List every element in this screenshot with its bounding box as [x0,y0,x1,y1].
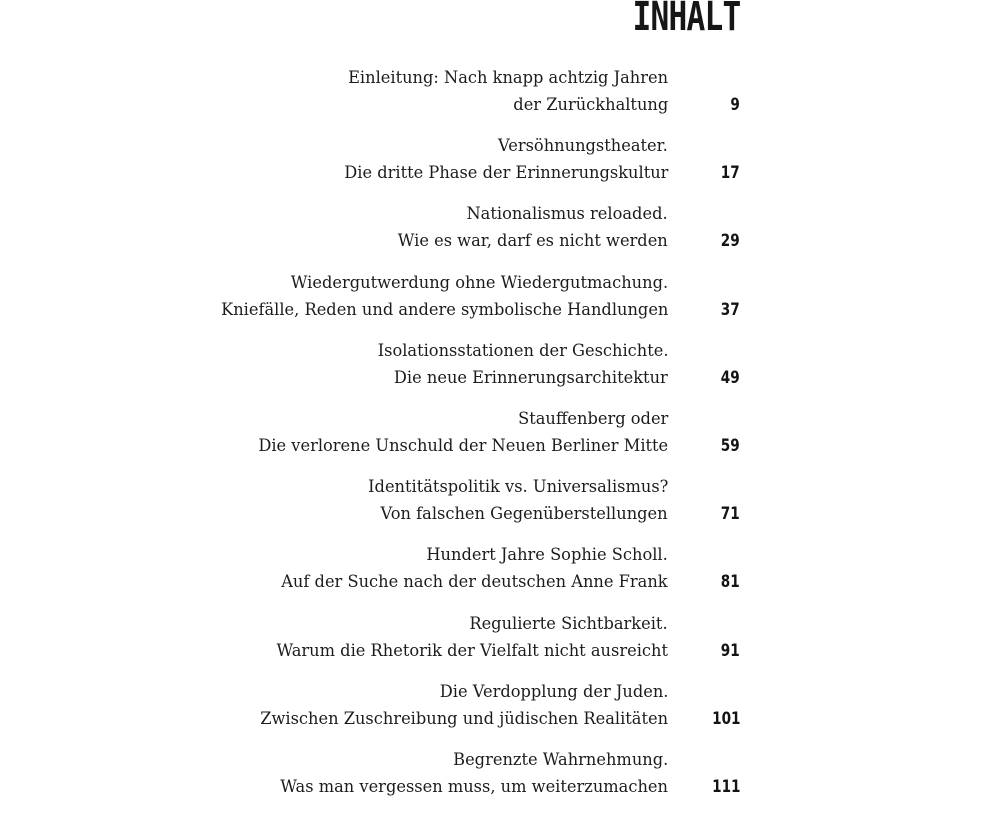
toc-page-number: 17 [721,163,740,184]
toc-entry-subtitle: Auf der Suche nach der deutschen Anne Frank [281,572,668,593]
toc-entry-title: Regulierte Sichtbarkeit. [469,613,668,634]
toc-entry-title: Begrenzte Wahrnehmung. [452,749,668,770]
toc-page-number: 37 [721,299,740,320]
toc-entry [0,271,1000,339]
toc-page-number: 29 [721,231,740,252]
toc-entry-title: Die Verdopplung der Juden. [439,681,668,702]
toc-page-number: 91 [721,640,740,661]
toc-entry-title: Einleitung: Nach knapp achtzig Jahren [348,68,668,88]
toc-entry [0,202,1000,270]
toc-entry-subtitle: Die dritte Phase der Erinnerungskultur [343,163,668,184]
page-title: INHALT [631,0,740,40]
toc-entry-title: Versöhnungstheater. [498,136,668,157]
toc-entry-subtitle: Kniefälle, Reden und andere symbolische Handlungen [220,299,668,320]
toc-entry-subtitle: Die neue Erinnerungsarchitektur [394,367,668,388]
toc-page-number: 111 [711,776,740,797]
toc-page-number: 101 [711,708,740,729]
toc-entry-title: Wiedergutwerdung ohne Wiedergutmachung. [290,272,668,293]
toc-entry-title: Identitätspolitik vs. Universalismus? [367,477,668,498]
toc-entry-subtitle: Warum die Rhetorik der Vielfalt nicht ausreicht [276,640,668,661]
toc-entry-title: Isolationsstationen der Geschichte. [377,340,668,361]
toc-entry-subtitle: Was man vergessen muss, um weiterzumachen [280,776,668,797]
toc-entry [0,748,1000,816]
toc-page-number: 9 [730,95,740,115]
toc-entry [0,543,1000,611]
toc-entry [0,475,1000,543]
toc-entry [0,407,1000,475]
toc-page-number: 81 [721,572,740,593]
toc-page-number: 59 [721,435,740,456]
table-of-contents [0,66,1000,816]
toc-entry-subtitle: Zwischen Zuschreibung und jüdischen Realitäten [260,708,668,729]
toc-entry-title: Nationalismus reloaded. [466,204,668,225]
toc-entry-title: Hundert Jahre Sophie Scholl. [426,545,668,566]
toc-page-number: 49 [721,367,740,388]
toc-entry-subtitle: Wie es war, darf es nicht werden [397,231,668,252]
toc-page-number: 71 [721,504,740,525]
toc-entry [0,134,1000,202]
toc-entry [0,612,1000,680]
toc-entry-subtitle: Von falschen Gegenüberstellungen [380,504,668,525]
toc-entry-subtitle: der Zurückhaltung [513,95,668,115]
toc-entry-title: Stauffenberg oder [517,408,668,429]
toc-entry [0,66,1000,134]
toc-entry-subtitle: Die verlorene Unschuld der Neuen Berliner Mitte [258,435,668,456]
toc-entry [0,680,1000,748]
toc-entry [0,339,1000,407]
